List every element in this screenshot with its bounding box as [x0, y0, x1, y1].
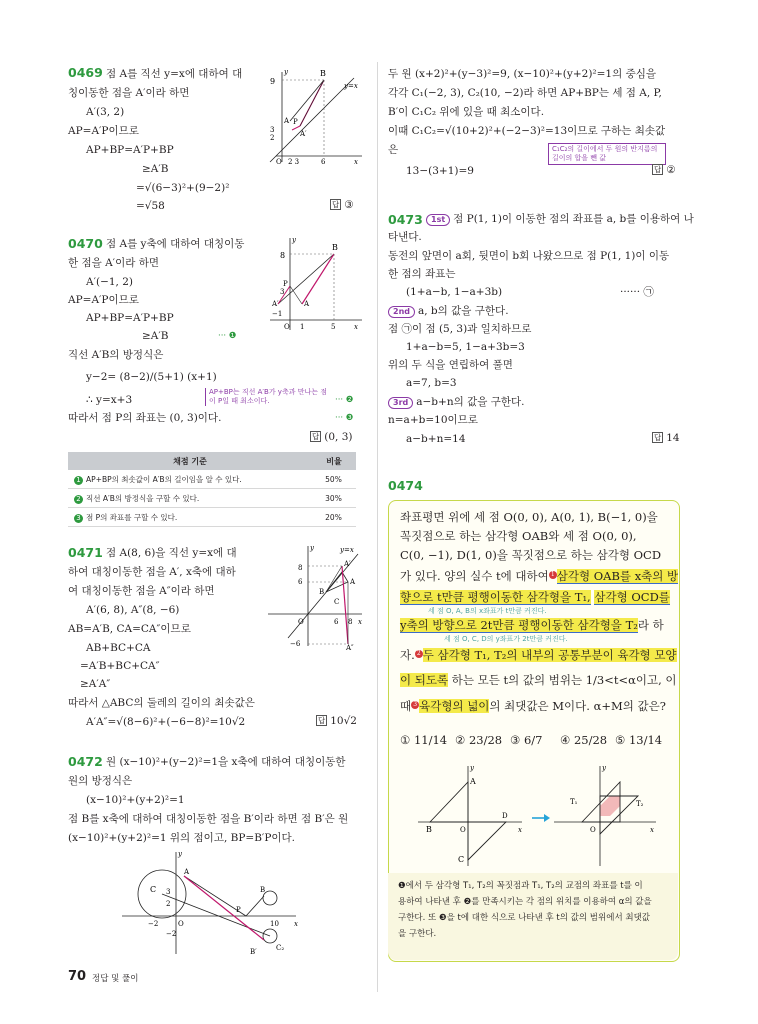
text-line: 점 A를 직선 y=x에 대하여 대 — [106, 68, 243, 80]
text-line: =√58 — [136, 200, 165, 212]
text-line: 위의 두 식을 연립하여 풀면 — [388, 359, 513, 371]
graph-0471 — [262, 542, 366, 652]
answer: 답 ② — [654, 164, 676, 176]
svg-text:D: D — [502, 812, 508, 820]
hint-line: 을 구한다. — [398, 929, 437, 939]
text-line: ≥A′B — [142, 163, 169, 175]
svg-text:y=x: y=x — [344, 82, 358, 90]
text-line: 직선 A′B의 방정식은 — [68, 349, 164, 361]
svg-text:−1: −1 — [272, 310, 283, 318]
svg-text:9: 9 — [270, 77, 276, 86]
text-line: A′(3, 2) — [86, 106, 125, 118]
svg-text:B′: B′ — [250, 948, 257, 956]
answer: 답 (0, 3) — [312, 431, 353, 443]
svg-text:x: x — [354, 323, 358, 331]
svg-text:A: A — [470, 777, 476, 786]
svg-text:O: O — [298, 618, 304, 626]
svg-text:A″: A″ — [346, 644, 354, 652]
svg-text:C₂: C₂ — [276, 944, 285, 952]
text-line: 점 A(8, 6)을 직선 y=x에 대 — [106, 547, 237, 559]
svg-text:B: B — [426, 825, 432, 834]
text-line: 이 되도록 하는 모든 t의 값의 범위는 1/3<t<α이고, 이 — [400, 673, 677, 687]
step-3: 3rd a−b+n의 값을 구한다. — [388, 395, 524, 409]
scoring-table — [68, 452, 356, 527]
text-line: (x−10)²+(y+2)²=1 — [86, 794, 185, 806]
svg-text:2 3: 2 3 — [288, 158, 300, 166]
svg-text:x: x — [358, 618, 362, 626]
svg-text:8: 8 — [348, 618, 353, 626]
svg-text:A: A — [184, 868, 190, 876]
choice-1[interactable]: ① 11/14 — [400, 733, 448, 747]
text-line: a=7, b=3 — [406, 377, 457, 389]
text-line: 따라서 △ABC의 둘레의 길이의 최솟값은 — [68, 697, 255, 709]
step-marker: ··· ❶ — [218, 331, 237, 341]
svg-text:O: O — [276, 158, 282, 166]
text-line: AP+BP=A′P+BP — [86, 144, 174, 156]
problem-number: 0470 — [68, 236, 103, 251]
text-line: =√(6−3)²+(9−2)² — [136, 182, 230, 194]
svg-text:y=x: y=x — [340, 546, 354, 554]
text-line: 점 A를 y축에 대하여 대칭이동 — [106, 238, 245, 250]
text-line: 꼭짓점으로 하는 삼각형 OAB와 세 점 O(0, 0), — [400, 529, 637, 543]
text-line: 1+a−b=5, 1−a+3b=3 — [406, 341, 525, 353]
svg-text:5: 5 — [331, 323, 336, 331]
answer: 답 10√2 — [318, 715, 357, 727]
text-line: A′(6, 8), A″(8, −6) — [86, 604, 180, 616]
text-line: 두 원 (x+2)²+(y−3)²=9, (x−10)²+(y+2)²=1의 중심을 — [388, 68, 657, 80]
step-2: 2nd a, b의 값을 구한다. — [388, 304, 509, 318]
text-line: n=a+b=10이므로 — [388, 414, 478, 426]
choice-2[interactable]: ② 23/28 — [455, 733, 503, 747]
svg-text:A′: A′ — [272, 300, 279, 308]
text-line: AP=A′P이므로 — [68, 294, 139, 306]
svg-text:y: y — [470, 764, 474, 772]
svg-text:y: y — [292, 236, 296, 244]
choice-3[interactable]: ③ 6/7 — [510, 733, 543, 747]
graph-0472 — [120, 850, 300, 958]
table-header: 채점 기준 — [68, 452, 312, 470]
svg-text:2: 2 — [166, 900, 171, 908]
figure-0474 — [410, 762, 660, 868]
text-line: ≥A′A″ — [80, 678, 111, 690]
text-line: ∴ y=x+3 — [86, 394, 133, 406]
hint-line: 구한다. 또 ❸을 t에 대한 식으로 나타낸 후 t의 값의 범위에서 최댓값 — [398, 913, 650, 923]
page-number: 70 — [68, 969, 87, 984]
answer: 답 14 — [654, 432, 680, 444]
svg-text:P: P — [283, 280, 288, 288]
text-line: A′A″=√(8−6)²+(−6−8)²=10√2 — [86, 716, 246, 728]
step-1: 1st 점 P(1, 1)이 이동한 점의 좌표를 a, b를 이용하여 나 — [426, 212, 694, 226]
text-line: ≥A′B — [142, 330, 169, 342]
svg-text:x: x — [650, 826, 654, 834]
text-line: C(0, −1), D(1, 0)을 꼭짓점으로 하는 삼각형 OCD — [400, 548, 662, 562]
svg-text:O: O — [178, 920, 184, 928]
svg-text:T₁: T₁ — [570, 798, 578, 806]
text-line: 때 3 육각형의 넓이의 최댓값은 M이다. α+M의 값은? — [400, 699, 666, 713]
footer-section: 정답 및 풀이 — [92, 974, 139, 984]
answer: 답 ③ — [332, 199, 354, 211]
text-line: a−b+n=14 — [406, 433, 466, 445]
svg-text:A′: A′ — [300, 130, 307, 138]
sub-note: 세 점 O, C, D의 y좌표가 2t만큼 커진다. — [444, 635, 568, 643]
equation-tag: ······ ㉠ — [620, 286, 654, 298]
step-marker: ··· ❷ — [335, 395, 354, 405]
svg-text:B: B — [319, 588, 325, 596]
text-line: =A′B+BC+CA″ — [80, 660, 160, 672]
text-line: 한 점의 좌표는 — [388, 268, 456, 280]
text-line: AB+BC+CA — [86, 642, 151, 654]
svg-text:y: y — [178, 850, 182, 858]
svg-text:8: 8 — [298, 564, 303, 572]
text-line: 한 점을 A′이라 하면 — [68, 257, 159, 269]
column-divider — [377, 62, 378, 992]
svg-text:A: A — [284, 117, 290, 125]
hint-line: ❶에서 두 삼각형 T₁, T₂의 꼭짓점과 T₁, T₂의 교점의 좌표를 t를 이 — [398, 881, 643, 891]
text-line: 칭이동한 점을 A′이라 하면 — [68, 87, 190, 99]
text-line: A′(−1, 2) — [86, 276, 133, 288]
annotation-note: AP+BP는 직선 A′B가 y축과 만나는 점이 P일 때 최소이다. — [205, 388, 329, 406]
svg-text:B: B — [332, 243, 338, 252]
svg-text:O: O — [284, 323, 290, 331]
svg-text:y: y — [284, 68, 288, 76]
svg-text:x: x — [354, 158, 358, 166]
text-line: 원 (x−10)²+(y−2)²=1을 x축에 대하여 대칭이동한 — [106, 756, 346, 768]
text-line: B′이 C₁C₂ 위에 있을 때 최소이다. — [388, 106, 545, 118]
svg-text:6: 6 — [334, 618, 339, 626]
text-line: 원의 방정식은 — [68, 775, 133, 787]
svg-text:y: y — [602, 764, 606, 772]
text-line: 동전의 앞면이 a회, 뒷면이 b회 나왔으므로 점 P(1, 1)이 이동 — [388, 250, 670, 262]
svg-text:A: A — [350, 578, 356, 586]
text-line: y축의 방향으로 2t만큼 평행이동한 삼각형을 T₂라 하 — [400, 618, 664, 632]
text-line: 향으로 t만큼 평행이동한 삼각형을 T₁, 삼각형 OCD를 — [400, 590, 670, 604]
svg-text:8: 8 — [280, 251, 286, 260]
problem-number: 0473 — [388, 212, 423, 227]
svg-text:6: 6 — [321, 158, 326, 166]
table-header: 비율 — [312, 452, 356, 470]
svg-text:1: 1 — [300, 323, 305, 331]
text-line: AB=A′B, CA=CA″이므로 — [68, 623, 191, 635]
svg-text:−2: −2 — [166, 930, 177, 938]
table-row: 1 AP+BP의 최솟값이 A′B의 길이임을 알 수 있다. 50% — [68, 470, 356, 489]
text-line: 따라서 점 P의 좌표는 (0, 3)이다. — [68, 412, 222, 424]
graph-0469 — [262, 66, 366, 166]
svg-text:A′: A′ — [344, 560, 351, 568]
text-line: AP=A′P이므로 — [68, 125, 139, 137]
problem-number: 0471 — [68, 545, 103, 560]
svg-text:−6: −6 — [290, 640, 301, 648]
svg-text:T₂: T₂ — [636, 800, 644, 808]
text-line: 자. 2 두 삼각형 T₁, T₂의 내부의 공통부분이 육각형 모양 — [400, 648, 677, 662]
text-line: 점 B를 x축에 대하여 대칭이동한 점을 B′이라 하면 점 B′은 원 — [68, 813, 349, 825]
svg-text:C: C — [150, 885, 157, 894]
text-line: 좌표평면 위에 세 점 O(0, 0), A(0, 1), B(−1, 0)을 — [400, 510, 658, 524]
svg-text:3: 3 — [166, 888, 171, 896]
text-line: 타낸다. — [388, 231, 422, 243]
text-line: (1+a−b, 1−a+3b) — [406, 286, 503, 298]
text-line: 가 있다. 양의 실수 t에 대하여 1 삼각형 OAB를 x축의 방 — [400, 569, 679, 583]
svg-text:y: y — [310, 544, 314, 552]
svg-text:x: x — [518, 826, 522, 834]
text-line: (x−10)²+(y+2)²=1 위의 점이고, BP=B′P이다. — [68, 832, 296, 844]
svg-text:6: 6 — [298, 578, 303, 586]
svg-text:2: 2 — [270, 134, 275, 142]
text-line: AP+BP=A′P+BP — [86, 312, 174, 324]
svg-text:P: P — [236, 906, 241, 914]
svg-text:B: B — [260, 886, 266, 894]
text-line: 각각 C₁(−2, 3), C₂(10, −2)라 하면 AP+BP는 세 점 A, P, — [388, 87, 662, 99]
choice-5[interactable]: ⑤ 13/14 — [615, 733, 663, 747]
svg-text:3: 3 — [270, 126, 275, 134]
text-line: 여 대칭이동한 점을 A″이라 하면 — [68, 585, 215, 597]
text-line: 하여 대칭이동한 점을 A′, x축에 대하 — [68, 566, 236, 578]
annotation-note: C₁C₂의 길이에서 두 원의 반지름의 길이의 합을 뺀 값 — [548, 143, 666, 165]
sub-note: 세 점 O, A, B의 x좌표가 t만큼 커진다. — [428, 607, 547, 615]
problem-number: 0469 — [68, 65, 103, 80]
svg-text:B: B — [320, 69, 326, 78]
svg-text:O: O — [460, 826, 466, 834]
text-line: 13−(3+1)=9 — [406, 165, 474, 177]
text-line: 은 — [388, 144, 399, 156]
svg-text:x: x — [294, 920, 298, 928]
svg-text:P: P — [293, 118, 298, 126]
text-line: 이때 C₁C₂=√(10+2)²+(−2−3)²=13이므로 구하는 최솟값 — [388, 125, 666, 137]
table-row: 3 점 P의 좌표를 구할 수 있다. 20% — [68, 508, 356, 527]
svg-text:C: C — [458, 855, 465, 864]
svg-text:−2: −2 — [148, 920, 159, 928]
hint-line: 용하여 나타낸 후 ❷를 만족시키는 각 점의 위치를 이용하여 α의 값을 — [398, 897, 652, 907]
svg-text:A: A — [304, 300, 310, 308]
text-line: y−2= (8−2)/(5+1) (x+1) — [86, 371, 217, 383]
problem-number: 0472 — [68, 754, 103, 769]
table-row: 2 직선 A′B의 방정식을 구할 수 있다. 30% — [68, 489, 356, 508]
svg-text:C: C — [334, 598, 340, 606]
choice-4[interactable]: ④ 25/28 — [560, 733, 608, 747]
svg-text:10: 10 — [270, 920, 279, 928]
svg-text:3: 3 — [280, 288, 285, 296]
svg-text:O: O — [590, 826, 596, 834]
text-line: 점 ㉠이 점 (5, 3)과 일치하므로 — [388, 323, 532, 335]
graph-0470 — [262, 234, 366, 334]
problem-number: 0474 — [388, 478, 423, 493]
step-marker: ··· ❸ — [335, 413, 354, 423]
